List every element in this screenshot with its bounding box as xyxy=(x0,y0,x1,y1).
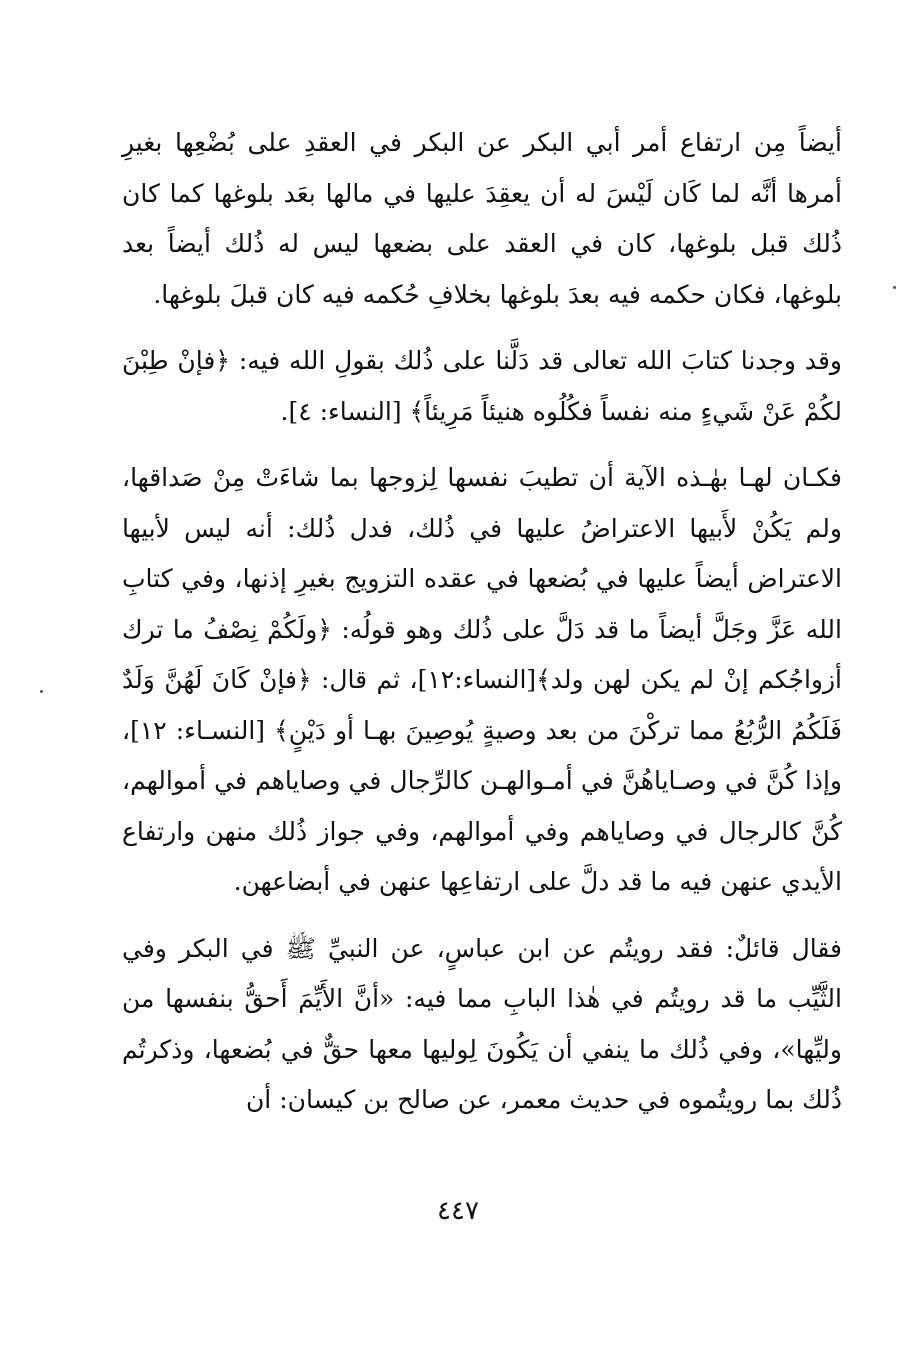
paragraph-4: فقال قائلٌ: فقد رويتُم عن ابن عباسٍ، عن النبيِّ ﷺ في البكر وفي الثَّيِّب ما قد رويتُم في هٰذا البابِ مما فيه: «أنَّ الأَيِّمَ أَحقُّ بنفسها من وليِّها»، وفي ذُلك ما ينفي أن يَكُونَ لِوليها معها حقٌّ في بُضعها، وذكرتُم ذُلك بما رويتُموه في حديث معمر، عن صالح بن كيسان: أن xyxy=(122,933,842,1114)
paragraph-1: أيضاً مِن ارتفاع أمر أبي البكر عن البكر في العقدِ على بُضْعِها بغيرِ أمرها أنَّه لما كَان لَيْسَ له أن يعقِدَ عليها في مالها بعَد بلوغها كما كان ذُلك قبل بلوغها، كان في العقد على بضعها ليس له ذُلك أيضاً بعد بلوغها، فكان حكمه فيه بعدَ بلوغها بخلافِ حُكمه فيه كان قبلَ بلوغها. xyxy=(122,128,842,309)
body-text xyxy=(122,118,842,1126)
page-number: ٤٤٧ xyxy=(437,1196,479,1226)
paragraph-2: وقد وجدنا كتابَ الله تعالى قد دَلَّنا على ذُلك بقولِ الله فيه: ﴿فإنْ طِبْنَ لكُمْ عَنْ شَيءٍ منه نفساً فكُلُوه هنيئاً مَرِيئاً﴾ [النساء: ٤]. xyxy=(122,346,842,426)
scan-speck xyxy=(40,690,43,693)
scan-speck xyxy=(893,286,896,289)
paragraph-3: فكـان لهـا بهٰـذه الآية أن تطيبَ نفسها لِزوجها بما شاءَتْ مِنْ صَداقها، ولم يَكُنْ لأَبيها الاعتراضُ عليها في ذُلك، فدل ذُلك: أنه ليس لأبيها الاعتراض أيضاً عليها في بُضعها في عقده التزويج بغيرِ إذنها، وفي كتابِ الله عَزَّ وجَلَّ أيضاً ما قد دَلَّ على ذُلك وهو قولُه: ﴿ولَكُمْ نِصْفُ ما ترك أزواجُكم إنْ لم يكن لهن ولد﴾[النساء:١٢]، ثم قال: ﴿فإنْ كَانَ لَهُنَّ وَلَدٌ فَلَكُمُ الرُّبُعُ مما تركْنَ من بعد وصيةٍ يُوصِينَ بهـا أو دَيْنٍ﴾ [النسـاء: ١٢]، وإذا كُنَّ في وصـاياهُنَّ في أمـوالهـن كالرِّجال في وصاياهم في أموالهم، كُنَّ كالرجال في وصاياهم وفي أموالهم، وفي جواز ذُلك منهن وارتفاع الأيدي عنهن فيه ما قد دلَّ على ارتفاعِها عنهن في أبضاعهن. xyxy=(122,463,842,896)
